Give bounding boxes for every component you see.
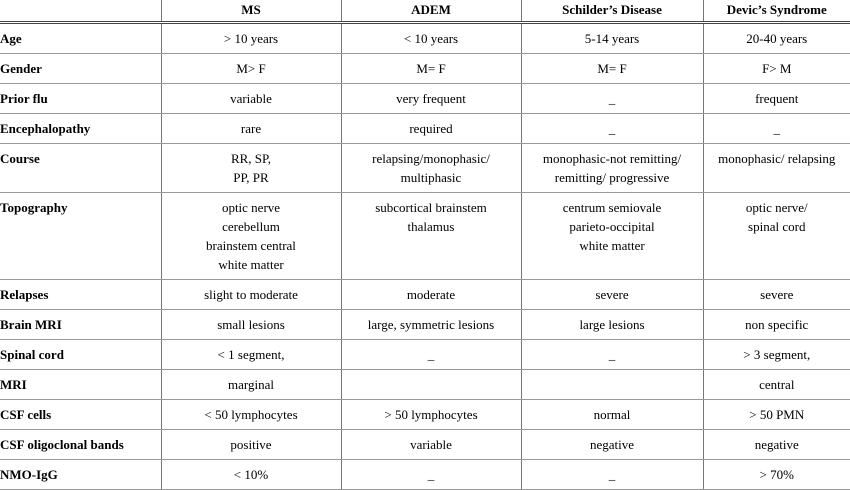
table-cell (703, 113, 850, 143)
column-header: ADEM (341, 0, 521, 22)
row-label: Relapses (0, 279, 161, 309)
cell-text: relapsing/monophasic/ (342, 149, 521, 168)
table-cell (341, 53, 521, 83)
cell-text: > 3 segment, (704, 345, 850, 364)
table-cell (703, 192, 850, 279)
cell-text: large lesions (522, 315, 703, 334)
table-cell (341, 22, 521, 53)
cell-text: multiphasic (342, 168, 521, 187)
cell-text: > 50 lymphocytes (342, 405, 521, 424)
table-cell (161, 459, 341, 489)
table-cell (341, 83, 521, 113)
table-cell (161, 339, 341, 369)
table-row (0, 399, 850, 429)
cell-text: M= F (342, 59, 521, 78)
table-cell (703, 143, 850, 192)
table-cell (703, 83, 850, 113)
table-cell (521, 309, 703, 339)
cell-text: _ (704, 119, 850, 138)
cell-text: parieto-occipital (522, 217, 703, 236)
cell-text: white matter (522, 236, 703, 255)
table-cell (521, 22, 703, 53)
table-cell (703, 369, 850, 399)
table-cell (521, 53, 703, 83)
table-row (0, 22, 850, 53)
table-cell (703, 279, 850, 309)
cell-text: _ (342, 465, 521, 484)
cell-text: cerebellum (162, 217, 341, 236)
cell-text: _ (522, 345, 703, 364)
cell-text: _ (522, 119, 703, 138)
cell-text: monophasic/ relapsing (704, 149, 850, 168)
cell-text: rare (162, 119, 341, 138)
table-row (0, 309, 850, 339)
cell-text: > 10 years (162, 29, 341, 48)
table-cell (521, 83, 703, 113)
column-header: Schilder’s Disease (521, 0, 703, 22)
row-label: Course (0, 143, 161, 192)
cell-text: _ (342, 345, 521, 364)
row-label: Age (0, 22, 161, 53)
table-cell (521, 143, 703, 192)
cell-text: brainstem central (162, 236, 341, 255)
table-cell (161, 279, 341, 309)
table-cell (703, 459, 850, 489)
table-cell (341, 339, 521, 369)
row-label: Encephalopathy (0, 113, 161, 143)
table-cell (341, 399, 521, 429)
table-cell (341, 369, 521, 399)
cell-text: negative (522, 435, 703, 454)
row-label: Topography (0, 192, 161, 279)
cell-text: positive (162, 435, 341, 454)
header-row (0, 0, 850, 22)
cell-text: PP, PR (162, 168, 341, 187)
table-row (0, 429, 850, 459)
cell-text: large, symmetric lesions (342, 315, 521, 334)
table-cell (161, 429, 341, 459)
cell-text: negative (704, 435, 850, 454)
cell-text: remitting/ progressive (522, 168, 703, 187)
cell-text: F> M (704, 59, 850, 78)
table-row (0, 369, 850, 399)
table-cell (341, 113, 521, 143)
cell-text: severe (522, 285, 703, 304)
row-label: Gender (0, 53, 161, 83)
cell-text: normal (522, 405, 703, 424)
table-cell (161, 369, 341, 399)
cell-text: white matter (162, 255, 341, 274)
table-cell (703, 339, 850, 369)
cell-text: < 10 years (342, 29, 521, 48)
table-cell (703, 309, 850, 339)
table-cell (703, 429, 850, 459)
cell-text: < 1 segment, (162, 345, 341, 364)
table-cell (161, 113, 341, 143)
cell-text: optic nerve (162, 198, 341, 217)
table-row (0, 279, 850, 309)
column-header: MS (161, 0, 341, 22)
table-cell (341, 429, 521, 459)
header-corner (0, 0, 161, 22)
row-label: MRI (0, 369, 161, 399)
cell-text: central (704, 375, 850, 394)
table-row (0, 53, 850, 83)
row-label: CSF cells (0, 399, 161, 429)
cell-text: variable (342, 435, 521, 454)
cell-text: 5-14 years (522, 29, 703, 48)
table-cell (161, 309, 341, 339)
row-label: CSF oligoclonal bands (0, 429, 161, 459)
table-cell (161, 399, 341, 429)
cell-text: 20-40 years (704, 29, 850, 48)
cell-text: very frequent (342, 89, 521, 108)
cell-text: moderate (342, 285, 521, 304)
table-cell (703, 399, 850, 429)
table-cell (341, 192, 521, 279)
cell-text: spinal cord (704, 217, 850, 236)
cell-text: < 10% (162, 465, 341, 484)
table-cell (341, 143, 521, 192)
cell-text: frequent (704, 89, 850, 108)
cell-text: variable (162, 89, 341, 108)
column-header: Devic’s Syndrome (703, 0, 850, 22)
cell-text: monophasic-not remitting/ (522, 149, 703, 168)
cell-text: M= F (522, 59, 703, 78)
table-cell (521, 113, 703, 143)
cell-text: optic nerve/ (704, 198, 850, 217)
table-cell (161, 192, 341, 279)
table-cell (161, 83, 341, 113)
table-cell (521, 369, 703, 399)
row-label: Brain MRI (0, 309, 161, 339)
row-label: Prior flu (0, 83, 161, 113)
table-cell (703, 22, 850, 53)
cell-text: _ (522, 89, 703, 108)
cell-text: marginal (162, 375, 341, 394)
table-cell (521, 459, 703, 489)
table-cell (521, 399, 703, 429)
table-row (0, 192, 850, 279)
table-cell (341, 279, 521, 309)
cell-text: RR, SP, (162, 149, 341, 168)
cell-text: small lesions (162, 315, 341, 334)
cell-text: < 50 lymphocytes (162, 405, 341, 424)
table-header (0, 0, 850, 22)
row-label: NMO-IgG (0, 459, 161, 489)
table-row (0, 143, 850, 192)
cell-text: M> F (162, 59, 341, 78)
table-cell (161, 22, 341, 53)
cell-text: centrum semiovale (522, 198, 703, 217)
cell-text: non specific (704, 315, 850, 334)
table-cell (521, 192, 703, 279)
table-cell (161, 143, 341, 192)
cell-text: thalamus (342, 217, 521, 236)
table-cell (341, 309, 521, 339)
cell-text: _ (522, 465, 703, 484)
table-cell (521, 429, 703, 459)
table-cell (703, 53, 850, 83)
table-row (0, 459, 850, 489)
table-cell (521, 339, 703, 369)
table-row (0, 339, 850, 369)
table-row (0, 83, 850, 113)
cell-text: slight to moderate (162, 285, 341, 304)
table-row (0, 113, 850, 143)
table-cell (521, 279, 703, 309)
table-cell (341, 459, 521, 489)
cell-text: subcortical brainstem (342, 198, 521, 217)
table-body (0, 22, 850, 489)
cell-text: > 70% (704, 465, 850, 484)
cell-text: > 50 PMN (704, 405, 850, 424)
cell-text: severe (704, 285, 850, 304)
row-label: Spinal cord (0, 339, 161, 369)
table-cell (161, 53, 341, 83)
cell-text: required (342, 119, 521, 138)
